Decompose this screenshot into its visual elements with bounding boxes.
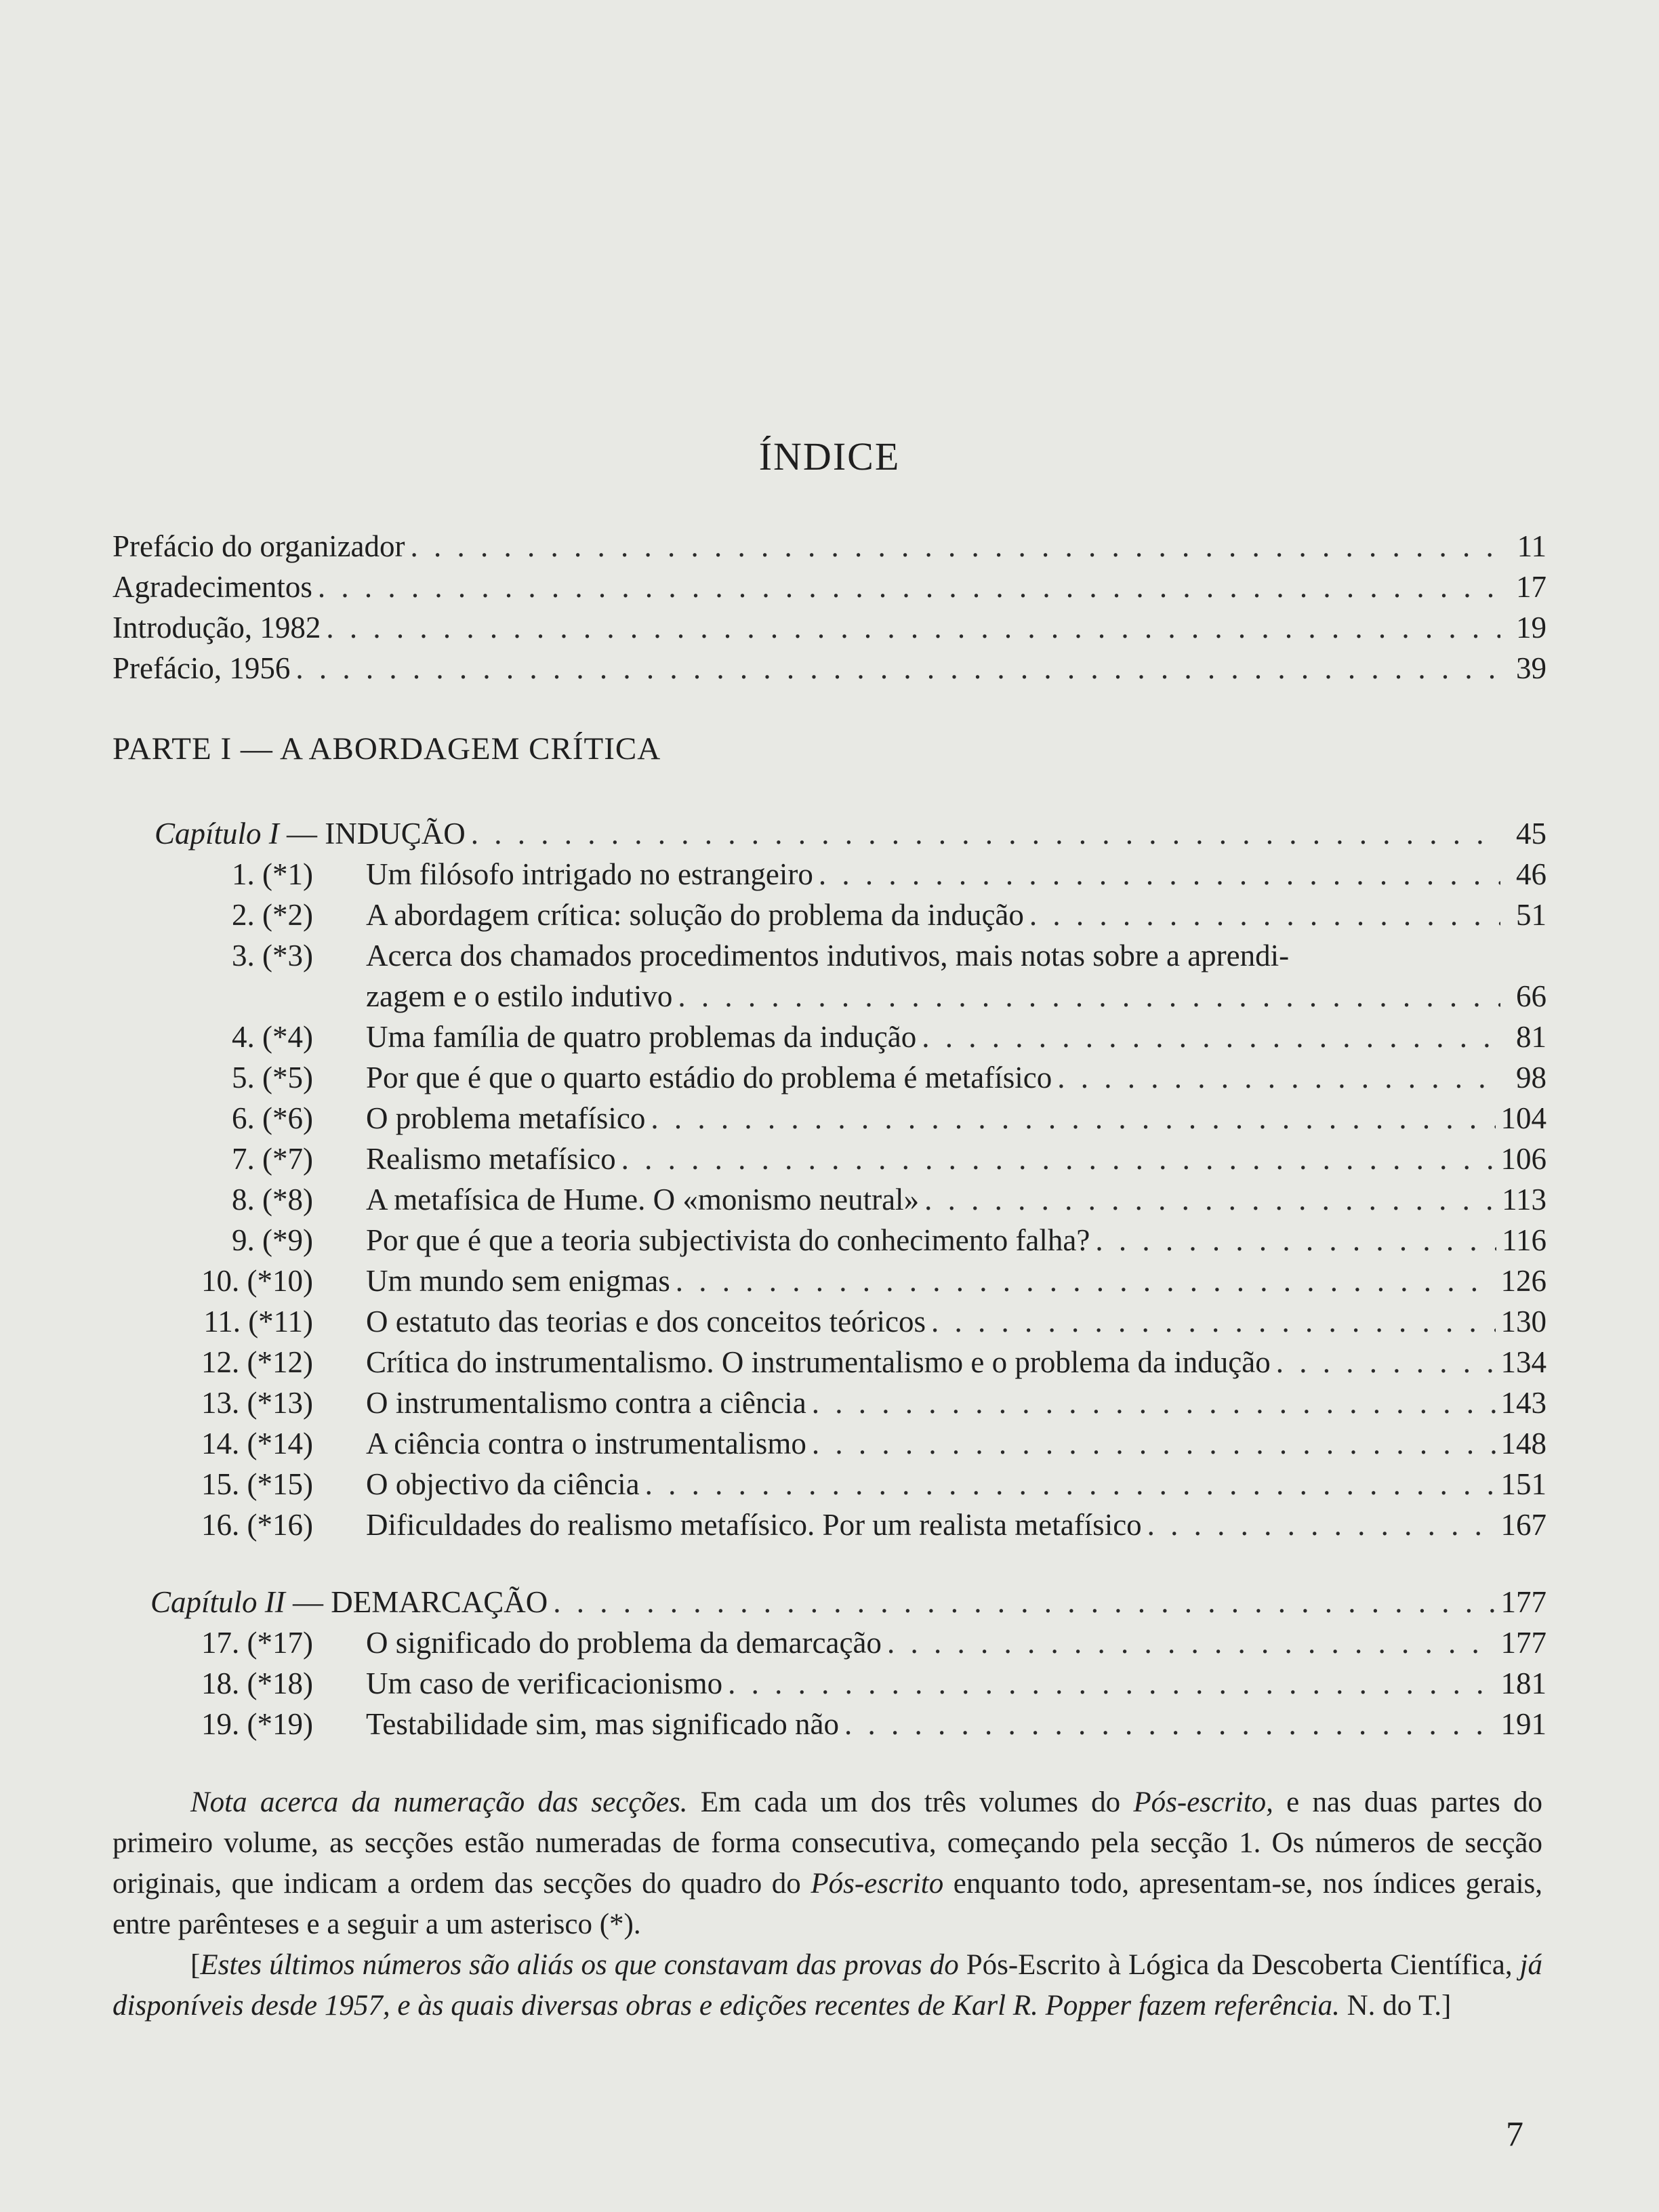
section-title: A metafísica de Hume. O «monismo neutral» — [366, 1183, 920, 1216]
section-title: O estatuto das teorias e dos conceitos teóricos — [366, 1305, 926, 1338]
section-title: Por que é que o quarto estádio do problema é metafísico — [366, 1061, 1052, 1094]
section-title: Realismo metafísico — [366, 1142, 616, 1176]
leader-dots — [812, 1382, 1496, 1423]
section-title: A ciência contra o instrumentalismo — [366, 1427, 806, 1460]
section-entry — [366, 1342, 1547, 1382]
section-number: 19. (*19) — [201, 1707, 313, 1741]
section-title: Por que é que a teoria subjectivista do conhecimento falha? — [366, 1223, 1090, 1257]
section-title: Um filósofo intrigado no estrangeiro — [366, 857, 813, 891]
section-number: 5. (*5) — [232, 1061, 313, 1094]
section-entry — [366, 1504, 1547, 1545]
leader-dots — [887, 1622, 1496, 1663]
leader-dots — [922, 1017, 1500, 1057]
leader-dots — [1095, 1220, 1496, 1261]
section-entry — [366, 1382, 1547, 1423]
leader-dots — [651, 1098, 1495, 1139]
section-number: 11. (*11) — [203, 1305, 313, 1338]
section-page: 113 — [1502, 1183, 1547, 1216]
section-title: Um mundo sem enigmas — [366, 1264, 670, 1298]
leader-dots — [326, 607, 1500, 648]
section-entry — [366, 1057, 1547, 1098]
section-entry — [366, 1220, 1547, 1261]
section-title: zagem e o estilo indutivo — [366, 979, 673, 1013]
toc-entry-page: 17 — [1516, 570, 1547, 604]
chapter-entry — [155, 813, 1547, 854]
leader-dots — [931, 1301, 1495, 1342]
section-page: 98 — [1516, 1061, 1547, 1094]
toc-entry — [112, 648, 1547, 689]
toc-entry — [112, 526, 1547, 567]
page-number: 7 — [1506, 2115, 1523, 2154]
leader-dots — [1029, 895, 1500, 935]
leader-dots — [621, 1139, 1496, 1179]
toc-entry-label: Prefácio, 1956 — [112, 651, 291, 685]
section-entry — [366, 1098, 1547, 1139]
section-page: 167 — [1500, 1508, 1547, 1542]
section-page: 177 — [1500, 1626, 1547, 1660]
section-page: 191 — [1500, 1707, 1547, 1741]
toc-entry-page: 39 — [1516, 651, 1547, 685]
leader-dots — [1276, 1342, 1496, 1382]
section-number: 12. (*12) — [201, 1345, 313, 1379]
section-page: 81 — [1516, 1020, 1547, 1054]
leader-dots — [678, 976, 1500, 1017]
section-title: A abordagem crítica: solução do problema da indução — [366, 898, 1024, 932]
section-entry — [366, 1704, 1547, 1744]
section-number: 15. (*15) — [201, 1467, 313, 1501]
chapter-label: Capítulo I — INDUÇÃO — [155, 817, 466, 851]
leader-dots — [924, 1179, 1496, 1220]
section-title: Dificuldades do realismo metafísico. Por um realista metafísico — [366, 1508, 1142, 1542]
section-page: 126 — [1500, 1264, 1547, 1298]
section-title: O instrumentalismo contra a ciência — [366, 1386, 806, 1420]
note-paragraph: Nota acerca da numeração das secções. Em cada um dos três volumes do Pós-escrito, e nas duas partes do primeiro volume, as secções estão numeradas de forma consecutiva, começando pela secção 1. Os números de secção originais, que indicam a ordem das secções do quadro do Pós-escrito enquanto todo, apresentam-se, nos índices gerais, entre parênteses e a seguir a um asterisco (*). — [112, 1786, 1542, 1940]
section-page: 46 — [1516, 857, 1547, 891]
section-entry — [366, 1179, 1547, 1220]
section-number: 13. (*13) — [201, 1386, 313, 1420]
chapter-label: Capítulo II — DEMARCAÇÃO — [150, 1585, 548, 1619]
section-page: 106 — [1500, 1142, 1547, 1176]
section-number: 7. (*7) — [232, 1142, 313, 1176]
leader-dots — [676, 1261, 1496, 1301]
section-title: Crítica do instrumentalismo. O instrumentalismo e o problema da indução — [366, 1345, 1271, 1379]
leader-dots — [1147, 1504, 1496, 1545]
section-entry — [366, 1423, 1547, 1464]
section-page: 51 — [1516, 898, 1547, 932]
section-number: 16. (*16) — [201, 1508, 313, 1542]
section-number: 6. (*6) — [232, 1101, 313, 1135]
section-title: Testabilidade sim, mas significado não — [366, 1707, 839, 1741]
toc-entry-label: Prefácio do organizador — [112, 529, 405, 563]
section-entry — [366, 1139, 1547, 1179]
leader-dots — [471, 813, 1500, 854]
section-entry — [366, 1261, 1547, 1301]
chapter-entry — [150, 1582, 1547, 1622]
section-number: 17. (*17) — [201, 1626, 313, 1660]
section-page: 66 — [1516, 979, 1547, 1013]
leader-dots — [553, 1582, 1495, 1622]
section-number: 10. (*10) — [201, 1264, 313, 1298]
section-page: 148 — [1500, 1427, 1547, 1460]
section-title: Um caso de verificacionismo — [366, 1666, 723, 1700]
section-number: 4. (*4) — [232, 1020, 313, 1054]
leader-dots — [411, 526, 1501, 567]
chapter-page: 45 — [1516, 817, 1547, 851]
section-entry — [366, 854, 1547, 895]
leader-dots — [295, 648, 1500, 689]
section-number: 3. (*3) — [232, 939, 313, 972]
leader-dots — [318, 567, 1500, 607]
section-number: 8. (*8) — [232, 1183, 313, 1216]
section-entry — [366, 1622, 1547, 1663]
section-entry — [366, 895, 1547, 935]
leader-dots — [812, 1423, 1496, 1464]
leader-dots — [819, 854, 1500, 895]
section-number: 18. (*18) — [201, 1666, 313, 1700]
section-title: O objectivo da ciência — [366, 1467, 640, 1501]
section-page: 143 — [1500, 1386, 1547, 1420]
leader-dots — [844, 1704, 1496, 1744]
leader-dots — [645, 1464, 1496, 1504]
numbering-note — [112, 1782, 1542, 2026]
toc-entry-label: Introdução, 1982 — [112, 611, 321, 644]
section-entry — [366, 1017, 1547, 1057]
section-page: 130 — [1500, 1305, 1547, 1338]
section-title: Uma família de quatro problemas da indução — [366, 1020, 917, 1054]
section-page: 104 — [1500, 1101, 1547, 1135]
section-number: 14. (*14) — [201, 1427, 313, 1460]
section-entry — [366, 1301, 1547, 1342]
toc-entry — [112, 567, 1547, 607]
leader-dots — [728, 1663, 1495, 1704]
page-title: ÍNDICE — [758, 434, 901, 478]
toc-entry-page: 11 — [1517, 529, 1547, 563]
toc-entry-page: 19 — [1516, 611, 1547, 644]
section-page: 181 — [1500, 1666, 1547, 1700]
section-page: 134 — [1500, 1345, 1547, 1379]
toc-entry-label: Agradecimentos — [112, 570, 312, 604]
toc-entry — [112, 607, 1547, 648]
section-number: 1. (*1) — [232, 857, 313, 891]
section-page: 116 — [1502, 1223, 1547, 1257]
section-title: Acerca dos chamados procedimentos indutivos, mais notas sobre a aprendi- — [366, 939, 1290, 972]
section-number: 2. (*2) — [232, 898, 313, 932]
chapter-page: 177 — [1500, 1585, 1547, 1619]
section-number: 9. (*9) — [232, 1223, 313, 1257]
section-entry — [366, 1663, 1547, 1704]
section-entry — [366, 1464, 1547, 1504]
translator-note: [Estes últimos números são aliás os que constavam das provas do Pós-Escrito à Lógica da Descoberta Científica, já disponíveis desde 1957, e às quais diversas obras e edições recentes de Karl R. Popper fazem referência. N. do T.] — [112, 1949, 1542, 2022]
section-entry — [366, 976, 1547, 1017]
section-title: O problema metafísico — [366, 1101, 646, 1135]
leader-dots — [1057, 1057, 1500, 1098]
part-heading: PARTE I — A ABORDAGEM CRÍTICA — [112, 731, 661, 766]
section-page: 151 — [1500, 1467, 1547, 1501]
section-title: O significado do problema da demarcação — [366, 1626, 882, 1660]
